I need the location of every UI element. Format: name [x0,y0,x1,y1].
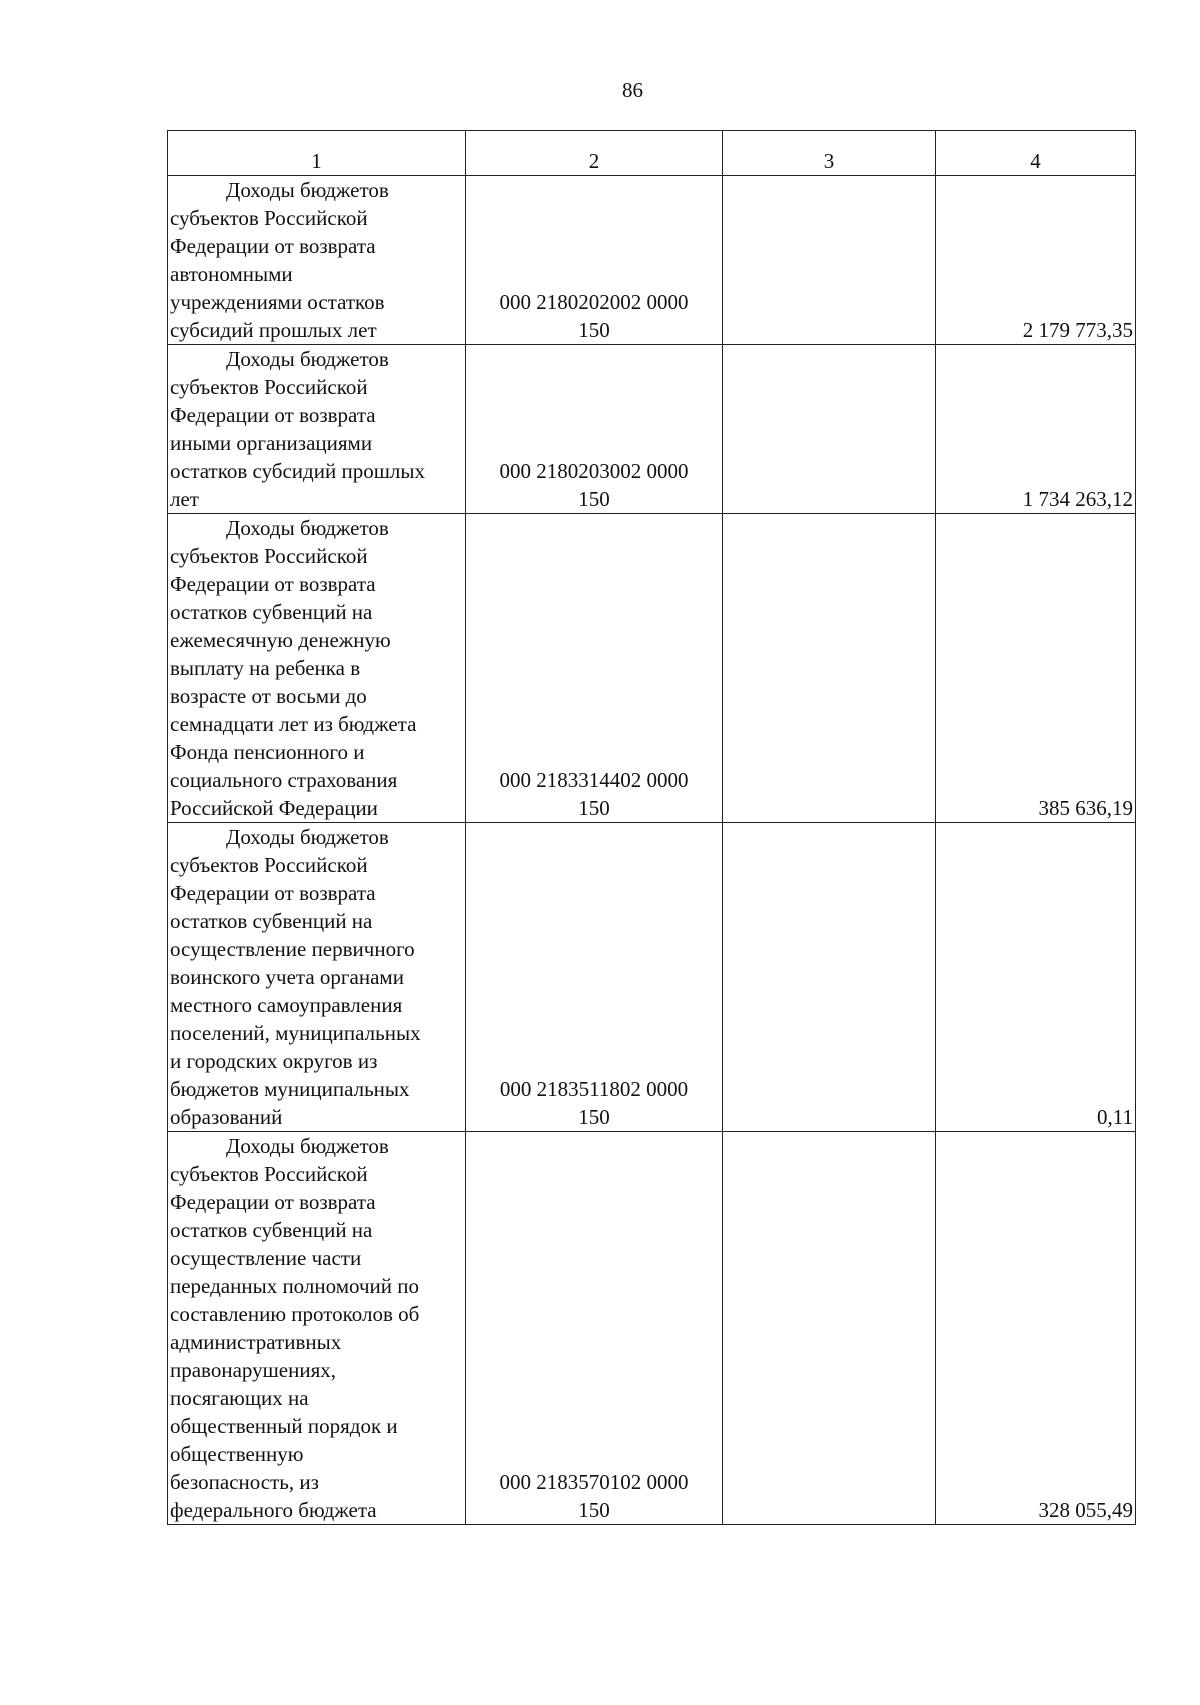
page-number: 86 [622,78,643,102]
row-code: 000 2183570102 0000 150 [466,1132,723,1525]
row-code: 000 2180203002 0000 150 [466,345,723,514]
table-row [168,823,1136,1132]
row-col3 [723,514,936,823]
table-row [168,1132,1136,1525]
row-amount: 2 179 773,35 [936,176,1136,345]
row-amount: 328 055,49 [936,1132,1136,1525]
table-row [168,345,1136,514]
table-row [168,514,1136,823]
row-amount: 385 636,19 [936,514,1136,823]
row-col3 [723,1132,936,1525]
column-header-4: 4 [936,131,1136,176]
row-code: 000 2180202002 0000 150 [466,176,723,345]
row-col3 [723,823,936,1132]
row-description: Доходы бюджетов субъектов Российской Федерации от возврата остатков субвенций на осуществление первичного воинского учета органами местного самоуправления поселений, муниципальных и городских округов из бюджетов муниципальных образований [168,823,466,1132]
row-col3 [723,345,936,514]
row-description: Доходы бюджетов субъектов Российской Федерации от возврата остатков субвенций на ежемесячную денежную выплату на ребенка в возрасте от восьми до семнадцати лет из бюджета Фонда пенсионного и социального страхования Российской Федерации [168,514,466,823]
row-code: 000 2183314402 0000 150 [466,514,723,823]
table-header-row [168,131,1136,176]
row-description: Доходы бюджетов субъектов Российской Федерации от возврата остатков субвенций на осуществление части переданных полномочий по составлению протоколов об административных правонарушениях, посягающих на общественный порядок и общественную безопасность, из федерального бюджета [168,1132,466,1525]
budget-table [167,130,1136,1525]
row-amount: 0,11 [936,823,1136,1132]
column-header-1: 1 [168,131,466,176]
row-description: Доходы бюджетов субъектов Российской Федерации от возврата иными организациями остатков субсидий прошлых лет [168,345,466,514]
row-description: Доходы бюджетов субъектов Российской Федерации от возврата автономными учреждениями остатков субсидий прошлых лет [168,176,466,345]
column-header-3: 3 [723,131,936,176]
column-header-2: 2 [466,131,723,176]
row-col3 [723,176,936,345]
row-amount: 1 734 263,12 [936,345,1136,514]
table-row [168,176,1136,345]
row-code: 000 2183511802 0000 150 [466,823,723,1132]
